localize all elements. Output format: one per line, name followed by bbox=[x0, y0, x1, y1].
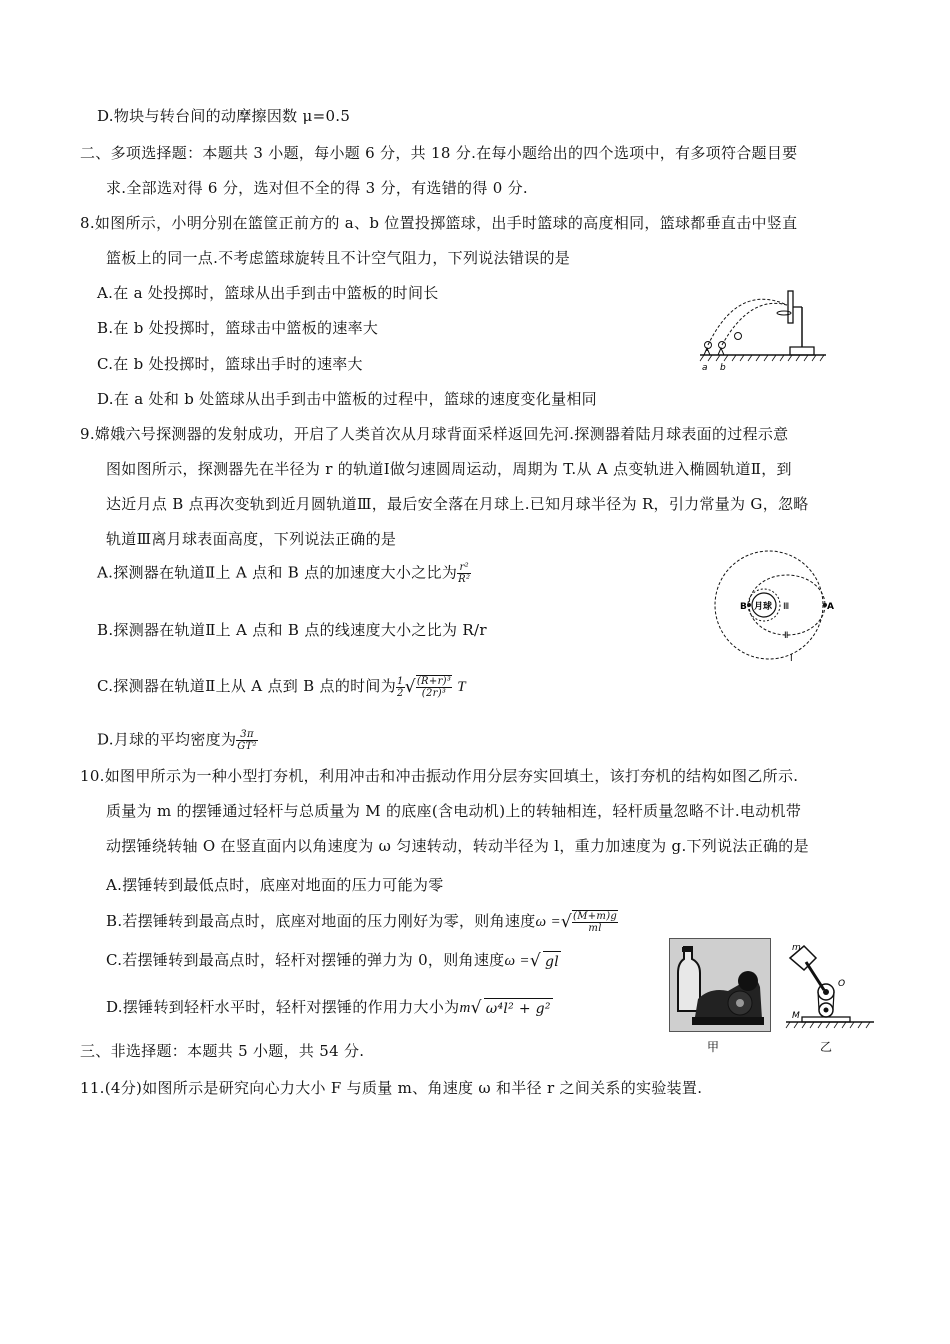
q10-option-a: A.摆锤转到最低点时，底座对地面的压力可能为零 bbox=[106, 876, 444, 894]
tamper-o-label: O bbox=[838, 979, 846, 989]
q8-option-d: D.在 a 处和 b 处篮球从出手到击中篮板的过程中，篮球的速度变化量相同 bbox=[97, 390, 597, 408]
q9-stem-line3: 达近月点 B 点再次变轨到近月圆轨道Ⅲ，最后安全落在月球上.已知月球半径为 R，引力常量为 G，忽略 bbox=[106, 495, 809, 513]
basketball-figure bbox=[698, 285, 828, 373]
q10-option-b: B.若摆锤转到最高点时，底座对地面的压力刚好为零，则角速度ω =√ $\frac{(M+m)g}{ml}$ bbox=[106, 911, 618, 934]
q8-option-a: A.在 a 处投掷时，篮球从出手到击中篮板的时间长 bbox=[97, 284, 439, 302]
section2-header-line1: 二、多项选择题：本题共 3 小题，每小题 6 分，共 18 分.在每小题给出的四个选项中，有多项符合题目要 bbox=[80, 144, 798, 162]
q9-option-c-coef: $\frac{1}{2}$ bbox=[397, 675, 404, 699]
q9-stem-line4: 轨道Ⅲ离月球表面高度，下列说法正确的是 bbox=[106, 530, 397, 548]
orbit-iii-label: Ⅲ bbox=[783, 602, 790, 612]
q9-option-a-text: A.探测器在轨道Ⅱ上 A 点和 B 点的加速度大小之比为 bbox=[97, 563, 458, 582]
q9-option-a-fraction: $\frac{\text{r²}}{\text{R²}}$ bbox=[458, 562, 471, 585]
label-b: b bbox=[720, 363, 726, 373]
tamper-big-m-label: M bbox=[792, 1011, 800, 1021]
tamper-m-label: m bbox=[792, 943, 801, 953]
q10-option-b-text: B.若摆锤转到最高点时，底座对地面的压力刚好为零，则角速度 bbox=[106, 912, 536, 930]
q8-stem-line1: 8.如图所示，小明分别在篮筐正前方的 a、b 位置投掷篮球，出手时篮球的高度相同，篮球都垂直击中竖直 bbox=[80, 214, 798, 232]
q9-stem-line2: 图如图所示，探测器先在半径为 r 的轨道Ⅰ做匀速圆周运动，周期为 T.从 A 点变轨进入椭圆轨道Ⅱ，到 bbox=[106, 460, 792, 478]
q9-option-c-text: C.探测器在轨道Ⅱ上从 A 点到 B 点的时间为 bbox=[97, 677, 397, 695]
q11-stem: 11.(4分)如图所示是研究向心力大小 F 与质量 m、角速度 ω 和半径 r 之间关系的实验装置. bbox=[80, 1079, 703, 1097]
q9-option-a bbox=[97, 562, 471, 585]
q10-option-c: C.若摆锤转到最高点时，轻杆对摆锤的弹力为 0，则角速度ω =√ gl bbox=[106, 951, 559, 971]
q10-option-d: D.摆锤转到轻杆水平时，轻杆对摆锤的作用力大小为m√ ω⁴l² + g² bbox=[106, 998, 551, 1018]
q9-stem-line1: 9.嫦娥六号探测器的发射成功，开启了人类首次从月球背面采样返回先河.探测器着陆月球表面的过程示意 bbox=[80, 425, 789, 443]
q10-option-d-mass: m bbox=[459, 1000, 471, 1016]
q10-option-b-fraction: $\frac{(M+m)g}{ml}$ bbox=[573, 911, 618, 934]
tamper-photo-caption: 甲 bbox=[707, 1040, 720, 1054]
orbit-i-label: Ⅰ bbox=[790, 654, 793, 664]
q10-option-c-text: C.若摆锤转到最高点时，轻杆对摆锤的弹力为 0，则角速度 bbox=[106, 951, 505, 969]
q9-option-b: B.探测器在轨道Ⅱ上 A 点和 B 点的线速度大小之比为 R/r bbox=[97, 621, 487, 639]
section3-header: 三、非选择题：本题共 5 小题，共 54 分. bbox=[80, 1042, 365, 1060]
tamper-diagram bbox=[782, 940, 878, 1032]
q9-option-c-fraction: $\frac{\text{(R+r)³}}{\text{(2r)³}}$ bbox=[416, 676, 452, 699]
q10-stem-line3: 动摆锤绕转轴 O 在竖直面内以角速度为 ω 匀速转动，转动半径为 l，重力加速度为 g.下列说法正确的是 bbox=[106, 837, 809, 855]
q8-option-b: B.在 b 处投掷时，篮球击中篮板的速率大 bbox=[97, 319, 379, 337]
q10-option-c-lhs: ω = bbox=[504, 953, 530, 969]
q10-option-d-text: D.摆锤转到轻杆水平时，轻杆对摆锤的作用力大小为 bbox=[106, 998, 460, 1016]
q9-option-c-period: T bbox=[457, 679, 466, 695]
q9-option-c: C.探测器在轨道Ⅱ上从 A 点到 B 点的时间为 $\frac{1}{2}$ √ $\frac{\text{(R+r)³}}{\text{(2r)³}}$ T bbox=[97, 675, 466, 699]
q8-option-c: C.在 b 处投掷时，篮球出手时的速率大 bbox=[97, 355, 363, 373]
q8-stem-line2: 篮板上的同一点.不考虑篮球旋转且不计空气阻力，下列说法错误的是 bbox=[106, 249, 571, 267]
q9-option-d-text: D.月球的平均密度为 bbox=[97, 730, 237, 749]
q7-option-d: D.物块与转台间的动摩擦因数 μ=0.5 bbox=[97, 107, 351, 125]
label-a: a bbox=[702, 363, 708, 373]
q10-option-c-radicand: gl bbox=[543, 951, 561, 972]
tamper-photo bbox=[669, 938, 771, 1032]
moon-label: 月球 bbox=[754, 602, 773, 612]
orbit-point-a-label: A bbox=[827, 602, 834, 612]
q10-stem-line1: 10.如图甲所示为一种小型打夯机，利用冲击和冲击振动作用分层夯实回填土，该打夯机的结构如图乙所示. bbox=[80, 767, 799, 785]
orbit-figure bbox=[706, 550, 836, 666]
tamper-diagram-caption: 乙 bbox=[820, 1040, 833, 1054]
q10-stem-line2: 质量为 m 的摆锤通过轻杆与总质量为 M 的底座(含电动机)上的转轴相连，轻杆质量忽略不计.电动机带 bbox=[106, 802, 802, 820]
orbit-ii-label: Ⅱ bbox=[784, 631, 789, 641]
orbit-point-b-label: B bbox=[740, 602, 747, 612]
section2-header-line2: 求.全部选对得 6 分，选对但不全的得 3 分，有选错的得 0 分. bbox=[106, 179, 528, 197]
q10-option-d-radicand: ω⁴l² + g² bbox=[484, 998, 553, 1019]
q10-option-b-lhs: ω = bbox=[535, 914, 561, 930]
q9-option-d bbox=[97, 729, 258, 752]
q9-option-d-fraction: $\frac{3\pi}{\text{GT²}}$ bbox=[237, 729, 257, 752]
